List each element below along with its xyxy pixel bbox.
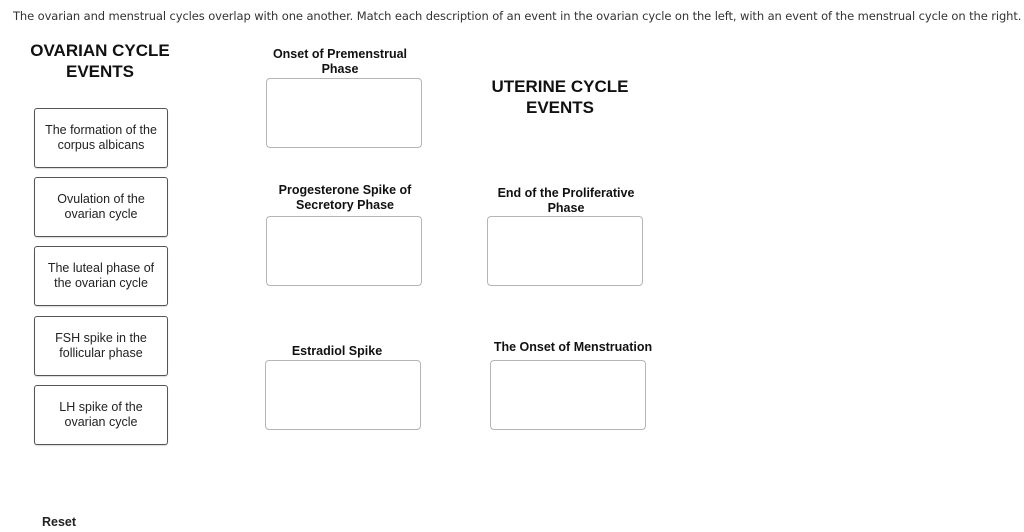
dropzone-proliferative[interactable] <box>487 216 643 286</box>
target-label-proliferative: End of the Proliferative Phase <box>497 186 635 215</box>
draggable-card-corpus-albicans[interactable] <box>34 108 168 168</box>
draggable-card-lh-spike[interactable] <box>34 385 168 445</box>
uterine-cycle-heading <box>470 76 650 118</box>
ovarian-cycle-heading <box>20 40 180 82</box>
dropzone-estradiol[interactable] <box>265 360 421 430</box>
target-label-premenstrual: Onset of Premenstrual Phase <box>272 47 408 76</box>
target-label-menstruation: The Onset of Menstruation <box>493 340 653 354</box>
uterine-heading-line2: EVENTS <box>525 98 595 117</box>
ovarian-heading-line1: OVARIAN CYCLE <box>30 41 170 60</box>
target-label-estradiol: Estradiol Spike <box>291 344 383 358</box>
card-label: FSH spike in the follicular phase <box>55 331 147 360</box>
target-label-progesterone: Progesterone Spike of Secretory Phase <box>278 183 412 212</box>
dropzone-menstruation[interactable] <box>490 360 646 430</box>
reset-button[interactable]: Reset <box>42 515 77 529</box>
card-label: LH spike of the ovarian cycle <box>59 400 143 429</box>
card-label: The luteal phase of the ovarian cycle <box>47 261 155 290</box>
card-label: Ovulation of the ovarian cycle <box>57 192 145 221</box>
draggable-card-fsh-spike[interactable] <box>34 316 168 376</box>
draggable-card-luteal-phase[interactable] <box>34 246 168 306</box>
dropzone-premenstrual[interactable] <box>266 78 422 148</box>
dropzone-progesterone[interactable] <box>266 216 422 286</box>
uterine-heading-line1: UTERINE CYCLE <box>491 77 629 96</box>
draggable-card-ovulation[interactable] <box>34 177 168 237</box>
card-label: The formation of the corpus albicans <box>45 123 157 152</box>
instructions-text: The ovarian and menstrual cycles overlap with one another. Match each description of an event in the ovarian cycle on the left, with an event of the menstrual cycle on the right. <box>13 9 1022 23</box>
ovarian-heading-line2: EVENTS <box>65 62 135 81</box>
